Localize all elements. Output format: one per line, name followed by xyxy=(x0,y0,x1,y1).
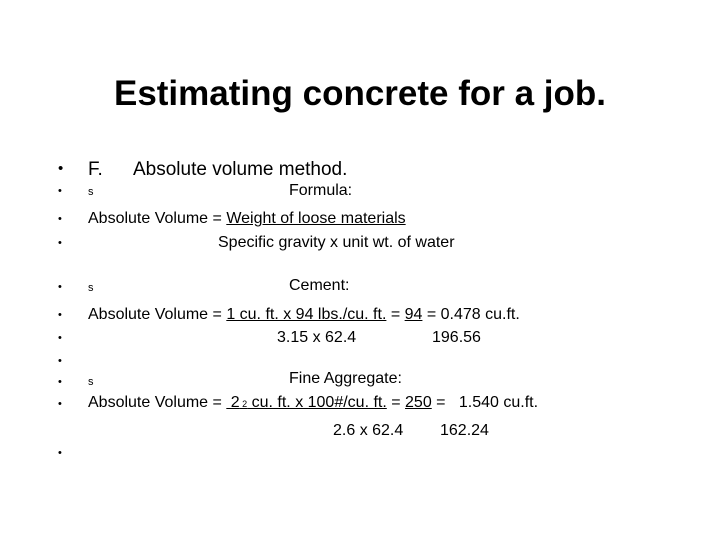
fine-aggregate-label: Fine Aggregate: xyxy=(289,370,402,387)
cement-denominator-value: 196.56 xyxy=(432,329,481,346)
bullet: • xyxy=(58,237,62,249)
section-heading: Absolute volume method. xyxy=(133,159,348,180)
cement-label: Cement: xyxy=(289,277,350,294)
bullet: • xyxy=(58,281,62,293)
formula-denominator: Specific gravity x unit wt. of water xyxy=(218,234,455,251)
bullet: • xyxy=(58,185,62,197)
bullet: • xyxy=(58,213,62,225)
bullet: • xyxy=(58,376,62,388)
section-label: F. xyxy=(88,159,103,180)
bullet: • xyxy=(58,160,64,177)
formula-label: Formula: xyxy=(289,182,353,199)
bullet: • xyxy=(58,309,62,321)
section-symbol: s xyxy=(88,376,94,388)
fine-aggregate-denominator: 2.6 x 62.4 xyxy=(333,422,404,439)
fine-aggregate-denominator-value: 162.24 xyxy=(440,422,489,439)
bullet: • xyxy=(58,355,62,367)
bullet: • xyxy=(58,398,62,410)
section-symbol: s xyxy=(88,282,94,294)
bullet: • xyxy=(58,332,62,344)
bullet: • xyxy=(58,447,62,459)
section-symbol: s xyxy=(88,186,94,198)
cement-denominator: 3.15 x 62.4 xyxy=(277,329,357,346)
formula-numerator: Absolute Volume = Weight of loose materials xyxy=(88,210,406,227)
fine-aggregate-equation: Absolute Volume = 2 2 cu. ft. x 100#/cu. ft. = 250 = 1.540 cu.ft. xyxy=(88,394,539,411)
cement-equation: Absolute Volume = 1 cu. ft. x 94 lbs./cu. ft. = 94 = 0.478 cu.ft. xyxy=(88,306,520,323)
slide-title: Estimating concrete for a job. xyxy=(113,74,607,113)
